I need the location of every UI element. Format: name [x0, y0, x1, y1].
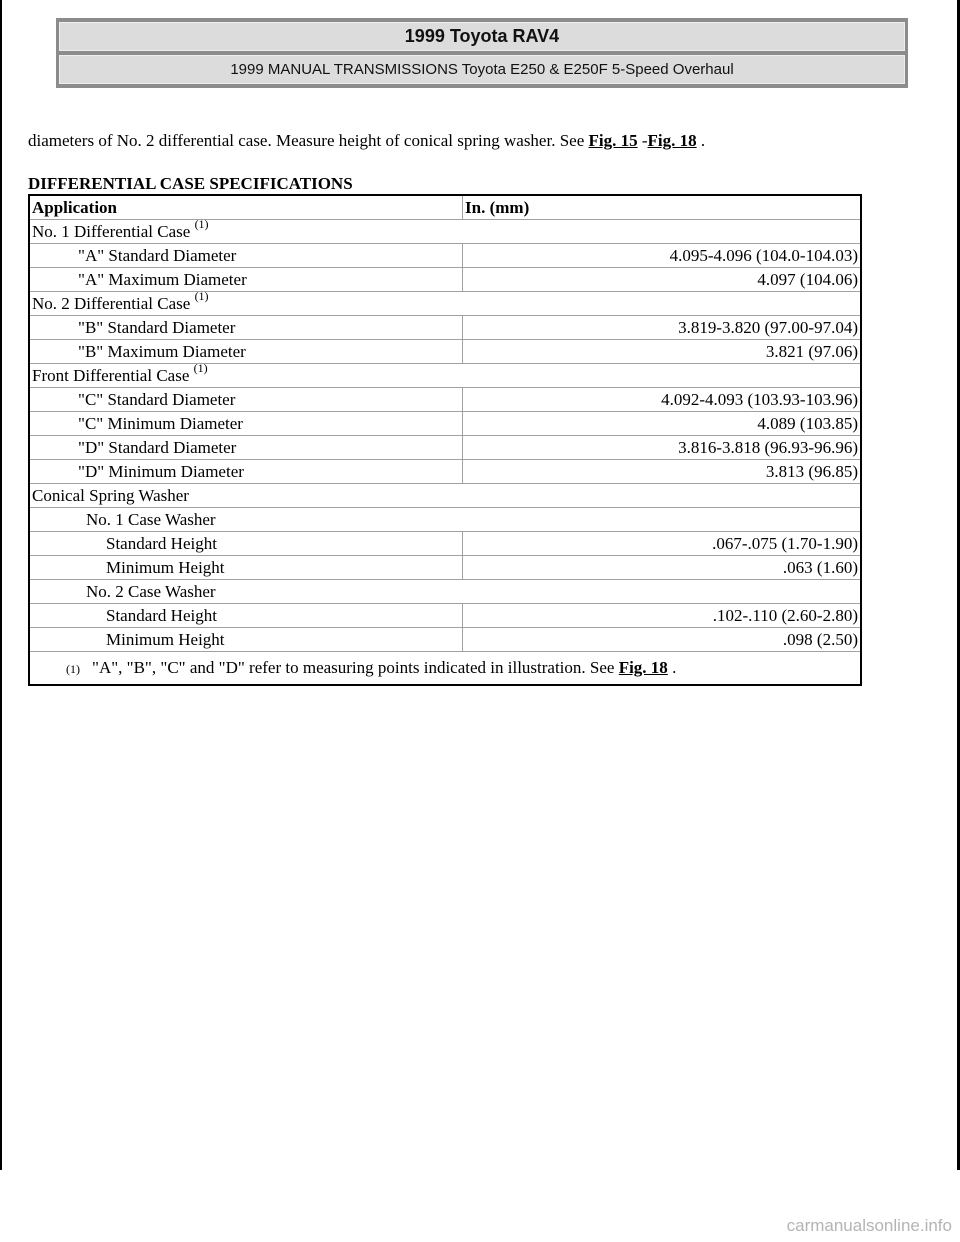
group-label: No. 1 Differential Case — [32, 221, 191, 241]
spec-value: 3.813 (96.85) — [463, 460, 861, 484]
footnote-row — [29, 652, 861, 686]
spec-value: .102-.110 (2.60-2.80) — [463, 604, 861, 628]
group-label: Front Differential Case — [32, 365, 190, 385]
spec-value: .067-.075 (1.70-1.90) — [463, 532, 861, 556]
document-header — [56, 18, 908, 88]
table-row — [29, 556, 861, 580]
table-row — [29, 340, 861, 364]
spec-value: 4.097 (104.06) — [463, 268, 861, 292]
table-row — [29, 364, 861, 388]
spec-value: .063 (1.60) — [463, 556, 861, 580]
spec-value: 3.819-3.820 (97.00-97.04) — [463, 316, 861, 340]
table-row — [29, 604, 861, 628]
intro-separator: - — [637, 131, 648, 150]
spec-label: "C" Minimum Diameter — [29, 412, 463, 436]
intro-text-end: . — [696, 131, 706, 150]
group-label-cell — [29, 216, 861, 244]
column-header-value: In. (mm) — [463, 195, 861, 220]
table-row — [29, 412, 861, 436]
group-label-cell — [29, 288, 861, 316]
spec-value: 4.092-4.093 (103.93-103.96) — [463, 388, 861, 412]
table-row — [29, 268, 861, 292]
group-label: No. 2 Differential Case — [32, 293, 191, 313]
table-row — [29, 316, 861, 340]
header-subtitle: 1999 MANUAL TRANSMISSIONS Toyota E250 & E250F 5-Speed Overhaul — [59, 55, 905, 84]
footnote-text: "A", "B", "C" and "D" refer to measuring points indicated in illustration. See — [92, 658, 619, 677]
header-title: 1999 Toyota RAV4 — [59, 22, 905, 51]
spec-value: 4.089 (103.85) — [463, 412, 861, 436]
spec-label: "B" Maximum Diameter — [29, 340, 463, 364]
table-row — [29, 292, 861, 316]
spec-value: 4.095-4.096 (104.0-104.03) — [463, 244, 861, 268]
intro-paragraph — [28, 130, 928, 152]
footnote-text-wrap — [66, 658, 676, 677]
spec-label: Minimum Height — [29, 556, 463, 580]
table-row — [29, 580, 861, 604]
group-label: No. 1 Case Washer — [86, 509, 216, 529]
footnote-cell — [29, 652, 861, 686]
table-row — [29, 484, 861, 508]
spec-value: 3.821 (97.06) — [463, 340, 861, 364]
table-title: DIFFERENTIAL CASE SPECIFICATIONS — [28, 174, 353, 193]
spec-label: "A" Maximum Diameter — [29, 268, 463, 292]
group-label: No. 2 Case Washer — [86, 581, 216, 601]
watermark: carmanualsonline.info — [786, 1216, 952, 1235]
footnote-marker: (1) — [66, 662, 80, 676]
fig-15-link[interactable]: Fig. 15 — [588, 131, 638, 150]
spec-label: "A" Standard Diameter — [29, 244, 463, 268]
column-header-application: Application — [29, 195, 463, 220]
footnote-ref: (1) — [193, 360, 208, 375]
footnote-ref: (1) — [194, 216, 209, 231]
table-row — [29, 220, 861, 244]
spec-value: .098 (2.50) — [463, 628, 861, 652]
footnote-ref: (1) — [194, 288, 209, 303]
table-header-row — [29, 195, 861, 220]
table-body — [29, 216, 861, 686]
table-row — [29, 532, 861, 556]
spec-label: "B" Standard Diameter — [29, 316, 463, 340]
spec-label: "C" Standard Diameter — [29, 388, 463, 412]
table-row — [29, 436, 861, 460]
footnote-fig-18-link[interactable]: Fig. 18 — [618, 658, 668, 677]
group-label-cell — [29, 580, 861, 604]
group-label-cell — [29, 508, 861, 532]
group-label-cell — [29, 360, 861, 388]
table-row — [29, 628, 861, 652]
spec-label: Minimum Height — [29, 628, 463, 652]
group-label: Conical Spring Washer — [32, 485, 189, 505]
spec-label: Standard Height — [29, 604, 463, 628]
table-row — [29, 460, 861, 484]
intro-text: diameters of No. 2 differential case. Measure height of conical spring washer. See — [28, 131, 589, 150]
table-row — [29, 244, 861, 268]
spec-label: "D" Minimum Diameter — [29, 460, 463, 484]
differential-case-spec-table — [28, 194, 862, 686]
table-row — [29, 388, 861, 412]
spec-label: "D" Standard Diameter — [29, 436, 463, 460]
spec-value: 3.816-3.818 (96.93-96.96) — [463, 436, 861, 460]
group-label-cell — [29, 484, 861, 508]
footnote-text-end: . — [667, 658, 677, 677]
fig-18-link[interactable]: Fig. 18 — [647, 131, 697, 150]
page-border-left — [0, 0, 2, 1170]
spec-label: Standard Height — [29, 532, 463, 556]
table-row — [29, 508, 861, 532]
